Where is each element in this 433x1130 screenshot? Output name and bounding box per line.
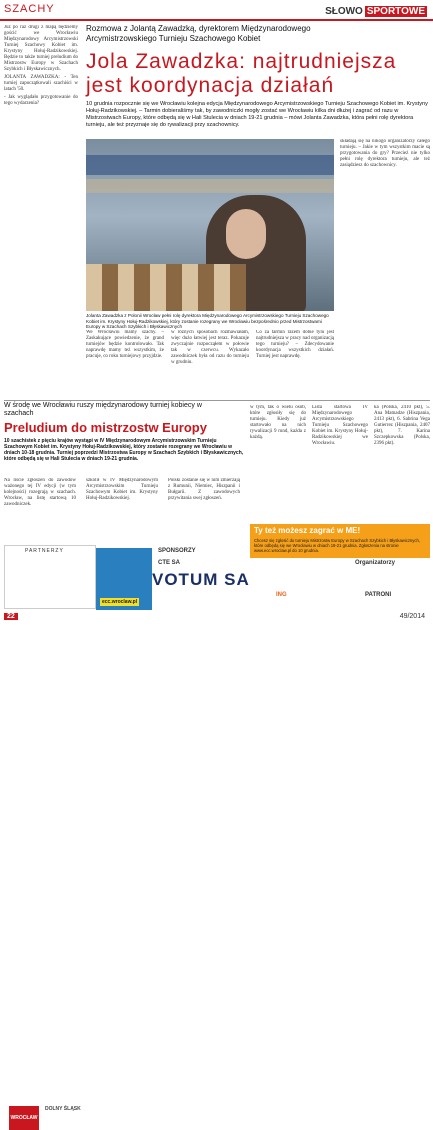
sponsors-label: SPONSORZY: [158, 548, 196, 554]
ecc-ad: [96, 548, 152, 610]
ecc-url: ecc.wroclaw.pl: [102, 599, 138, 605]
story2-right-col: w tym, tak o wielu osób, które zgłosiły się do turnieju. Kiedy już startowało na nich rywalizacji 9 rund, każda z każdą.: [250, 405, 306, 440]
dolny-slask-logo: DOLNY ŚLĄSK: [45, 1106, 81, 1112]
left-column: [4, 25, 78, 385]
promo-title: Ty też możesz zagrać w ME!: [254, 526, 361, 535]
organizers-area: [335, 560, 430, 608]
left-paragraph: - Jak wyglądało przygotowanie do tego wydarzenia?: [4, 95, 78, 106]
story2-lead: 10 szachistek z pięciu krajów wystąpi w IV Międzynarodowym Arcymistrzowskim Turnieju Szachowym Kobiet im. Krystyny Hołuj-Radzikowskiej, który zostanie rozegrany we Wrocławiu w dniach 10-18 grudnia. Turniej poprzedzi Mistrzostwa Europy w Szachach Szybkich i Błyskawicznych, które odbędą się w Hali Stulecia w dniach 19-21 grudnia.: [4, 438, 244, 462]
patrons-label: PATRONI: [365, 592, 392, 598]
story2-right-col: ka (Polska, 2410 pkt), 5. Ana Matnadze (Hiszpania, 2413 pkt), 6. Sabrina Vega Gutierrez (Hiszpania, 2407 pkt), 7. Karina Szczepkowska (Polska, 2396 pkt).: [374, 405, 430, 446]
section-label: SZACHY: [4, 3, 55, 15]
page-number: 22: [4, 613, 18, 620]
story2-kicker: W środę we Wrocławiu ruszy międzynarodowy turniej kobiecy w szachach: [4, 402, 202, 417]
votum-logo: VOTUM SA: [152, 570, 250, 589]
story1-body: [86, 330, 334, 400]
left-paragraph: JOLANTA ZAWADZKA: - Ten turniej zapoczątkowali szachiści w latach '50.: [4, 75, 78, 92]
story1-right-column: składają się na nikogo organizatorzy całego turnieju. – Jakie w tym wszystkim macie są przygotowania do gry? Przecież nie tylko pełni rolę dyrektora turnieju, ale też zasiądziesz do szachownicy.: [340, 139, 430, 168]
story1-photo: [86, 139, 334, 311]
promo-text: Chcesz się zgłosić do turnieju Mistrzostw Europy w Szachach Szybkich i Błyskawicznych, które odbędą się we Wrocławiu w dniach 19-21 grudnia. Zgłoszenia na stronie www.ecc.wroclaw.pl do 10 grudnia.: [254, 538, 420, 553]
top-bar: [0, 0, 433, 22]
story2-body-col: Polski zostanie się w nim zmierzają z Rumunii, Niemiec, Hiszpanii i Bułgarii. Z zawodowych przywitania swej zgłoszeń.: [168, 478, 240, 501]
story1-body-col: w różnych sposobach rozmawiałam, więc dużo łatwiej jest teraz. Pokazuje zwyczajnie rozpocząłem w połowie tak w czerwcu. Wykazało zawodniczek była od razu do turnieju w grudniu.: [171, 330, 249, 365]
brand-left: SŁOWO: [325, 6, 363, 17]
organizers-label: Organizatorzy: [355, 560, 396, 566]
issue-number: 49/2014: [399, 613, 425, 620]
photo-face: [226, 209, 266, 259]
story2-body-col: Na liście zgłoszeń do zawodów ważonego tej IV edycji (w tym kolejności) rozegrają w szachach. Wrocław, na listę startową 10 zawodniczek.: [4, 478, 76, 507]
photo-banner: [86, 155, 334, 175]
photo-banner: [86, 179, 334, 193]
partners-heading: PARTNERZY: [25, 548, 64, 554]
story-separator: [4, 400, 430, 401]
story2-title: Preludium do mistrzostw Europy: [4, 420, 207, 435]
story2-body-col: szkolił w IV Międzynarodowym Arcymistrzowskim Turnieju Szachowym Kobiet im. Krystyny Hołuj-Radzikowskiej.: [86, 478, 158, 501]
story1-intro: 10 grudnia rozpocznie się we Wrocławiu kolejna edycja Międzynarodowego Arcymistrzowskiego Turnieju Szachowego Kobiet im. Krystyny Hołuj-Radzikowskiej. – Tarmin dobieraliśmy tak, by zawodniczki mogły zostać we Wrocławiu kilka dni dłużej i zagrać od razu w Mistrzostwach Europy, które odbędą się w Hali Stulecia w dniach 19-21 grudnia – mówi Jolanta Zawadzka, która pełni rolę dyrektora turnieju, ale też przyznaje się do rywalizacji przy szachownicy.: [86, 101, 428, 128]
story1-body-col: Co za tarmin razem dobie tylu jest najtrudniejsza w pracy nad organizacją tego turnieju? – Zdecydowanie koordynacja wszystkich działań. Turniej jest naprawdę.: [256, 330, 334, 359]
left-paragraph: Już po raz drugi z mapą będziemy gościć we Wrocławiu Międzynarodowy Arcymistrzowski Turniej Szachowy Kobiet im. Krystyny Hołuj-Radzikowskiej. Będzie to także turniej preludium do Mistrzostw Europy w Szachach Szybkich i Błyskawicznych.: [4, 25, 78, 72]
photo-caption: Jolanta Zawadzka z Polonii Wrocław pełni rolę dyrektora Międzynarodowego Arcymistrzowskiego Turnieju Szachowego Kobiet im. Krystyny Hołuj-Radzikowskiej, który zostanie rozegrany we Wrocławiu bezpośrednio przed Mistrzostwami Europy w Szachach Szybkich i Błyskawicznych: [86, 313, 329, 329]
story1-subhead: Rozmowa z Jolantą Zawadzką, dyrektorem Międzynarodowego Arcymistrzowskiego Turnieju Szachowego Kobiet: [86, 24, 311, 43]
story1-headline: Jola Zawadzka: najtrudniejsza jest koordynacja działań: [86, 50, 397, 97]
cte-logo: CTE SA: [158, 560, 181, 566]
story2-right-columns: [250, 405, 430, 525]
publication-logo: [323, 6, 427, 17]
brand-right: SPORTOWE: [366, 6, 425, 17]
chessboard: [86, 264, 246, 311]
ing-logo: ING: [276, 592, 287, 598]
header-rule: [0, 19, 433, 21]
story2-body: [4, 478, 248, 538]
story2-right-col: Lista startowa IV Międzynarodowego Arcymistrzowskiego Turnieju Szachowego Kobiet im. Krystyny Hołuj-Radzikowskiej we Wrocławiu.: [312, 405, 368, 446]
wroclaw-logo: WROCŁAW: [9, 1106, 39, 1130]
story1-body-col: We Wrocławiu mamy szachy. – Zaskakujące powiedzenie, że grand turniejów będzie kontrolowało. Tak naprawdę mamy też wszystkim, że pracuje, co roku turniejowy przyjdzie.: [86, 330, 164, 359]
